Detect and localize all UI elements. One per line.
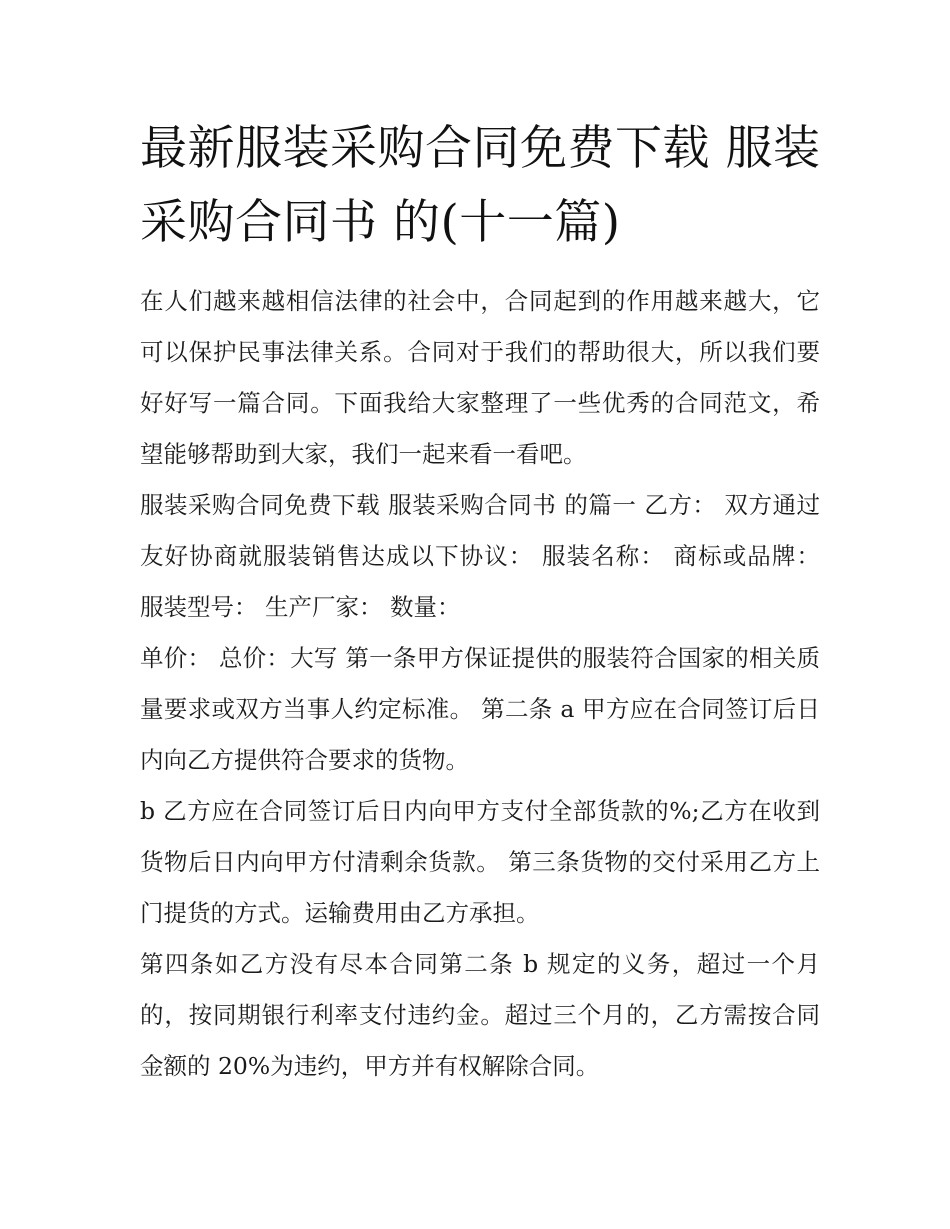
paragraph-intro: 在人们越来越相信法律的社会中，合同起到的作用越来越大，它可以保护民事法律关系。合同对于我们的帮助很大，所以我们要好好写一篇合同。下面我给大家整理了一些优秀的合同范文，希望能够帮助到大家，我们一起来看一看吧。	[140, 287, 820, 468]
document-body	[140, 276, 820, 1092]
paragraph-article-1-2: 单价： 总价：大写 第一条甲方保证提供的服装符合国家的相关质量要求或双方当事人约定标准。 第二条 a 甲方应在合同签订后日内向乙方提供符合要求的货物。	[140, 644, 820, 774]
paragraph-article-4: 第四条如乙方没有尽本合同第二条 b 规定的义务，超过一个月的，按同期银行利率支付违约金。超过三个月的，乙方需按合同金额的 20%为违约，甲方并有权解除合同。	[140, 950, 820, 1080]
paragraph-party-info: 服装采购合同免费下载 服装采购合同书 的篇一 乙方： 双方通过友好协商就服装销售达成以下协议： 服装名称： 商标或品牌： 服装型号： 生产厂家： 数量：	[140, 491, 820, 621]
document-title: 最新服装采购合同免费下载 服装采购合同书 的(十一篇)	[140, 121, 821, 250]
paragraph-article-2b-3: b 乙方应在合同签订后日内向甲方支付全部货款的%;乙方在收到货物后日内向甲方付清剩余货款。 第三条货物的交付采用乙方上门提货的方式。运输费用由乙方承担。	[140, 797, 820, 927]
